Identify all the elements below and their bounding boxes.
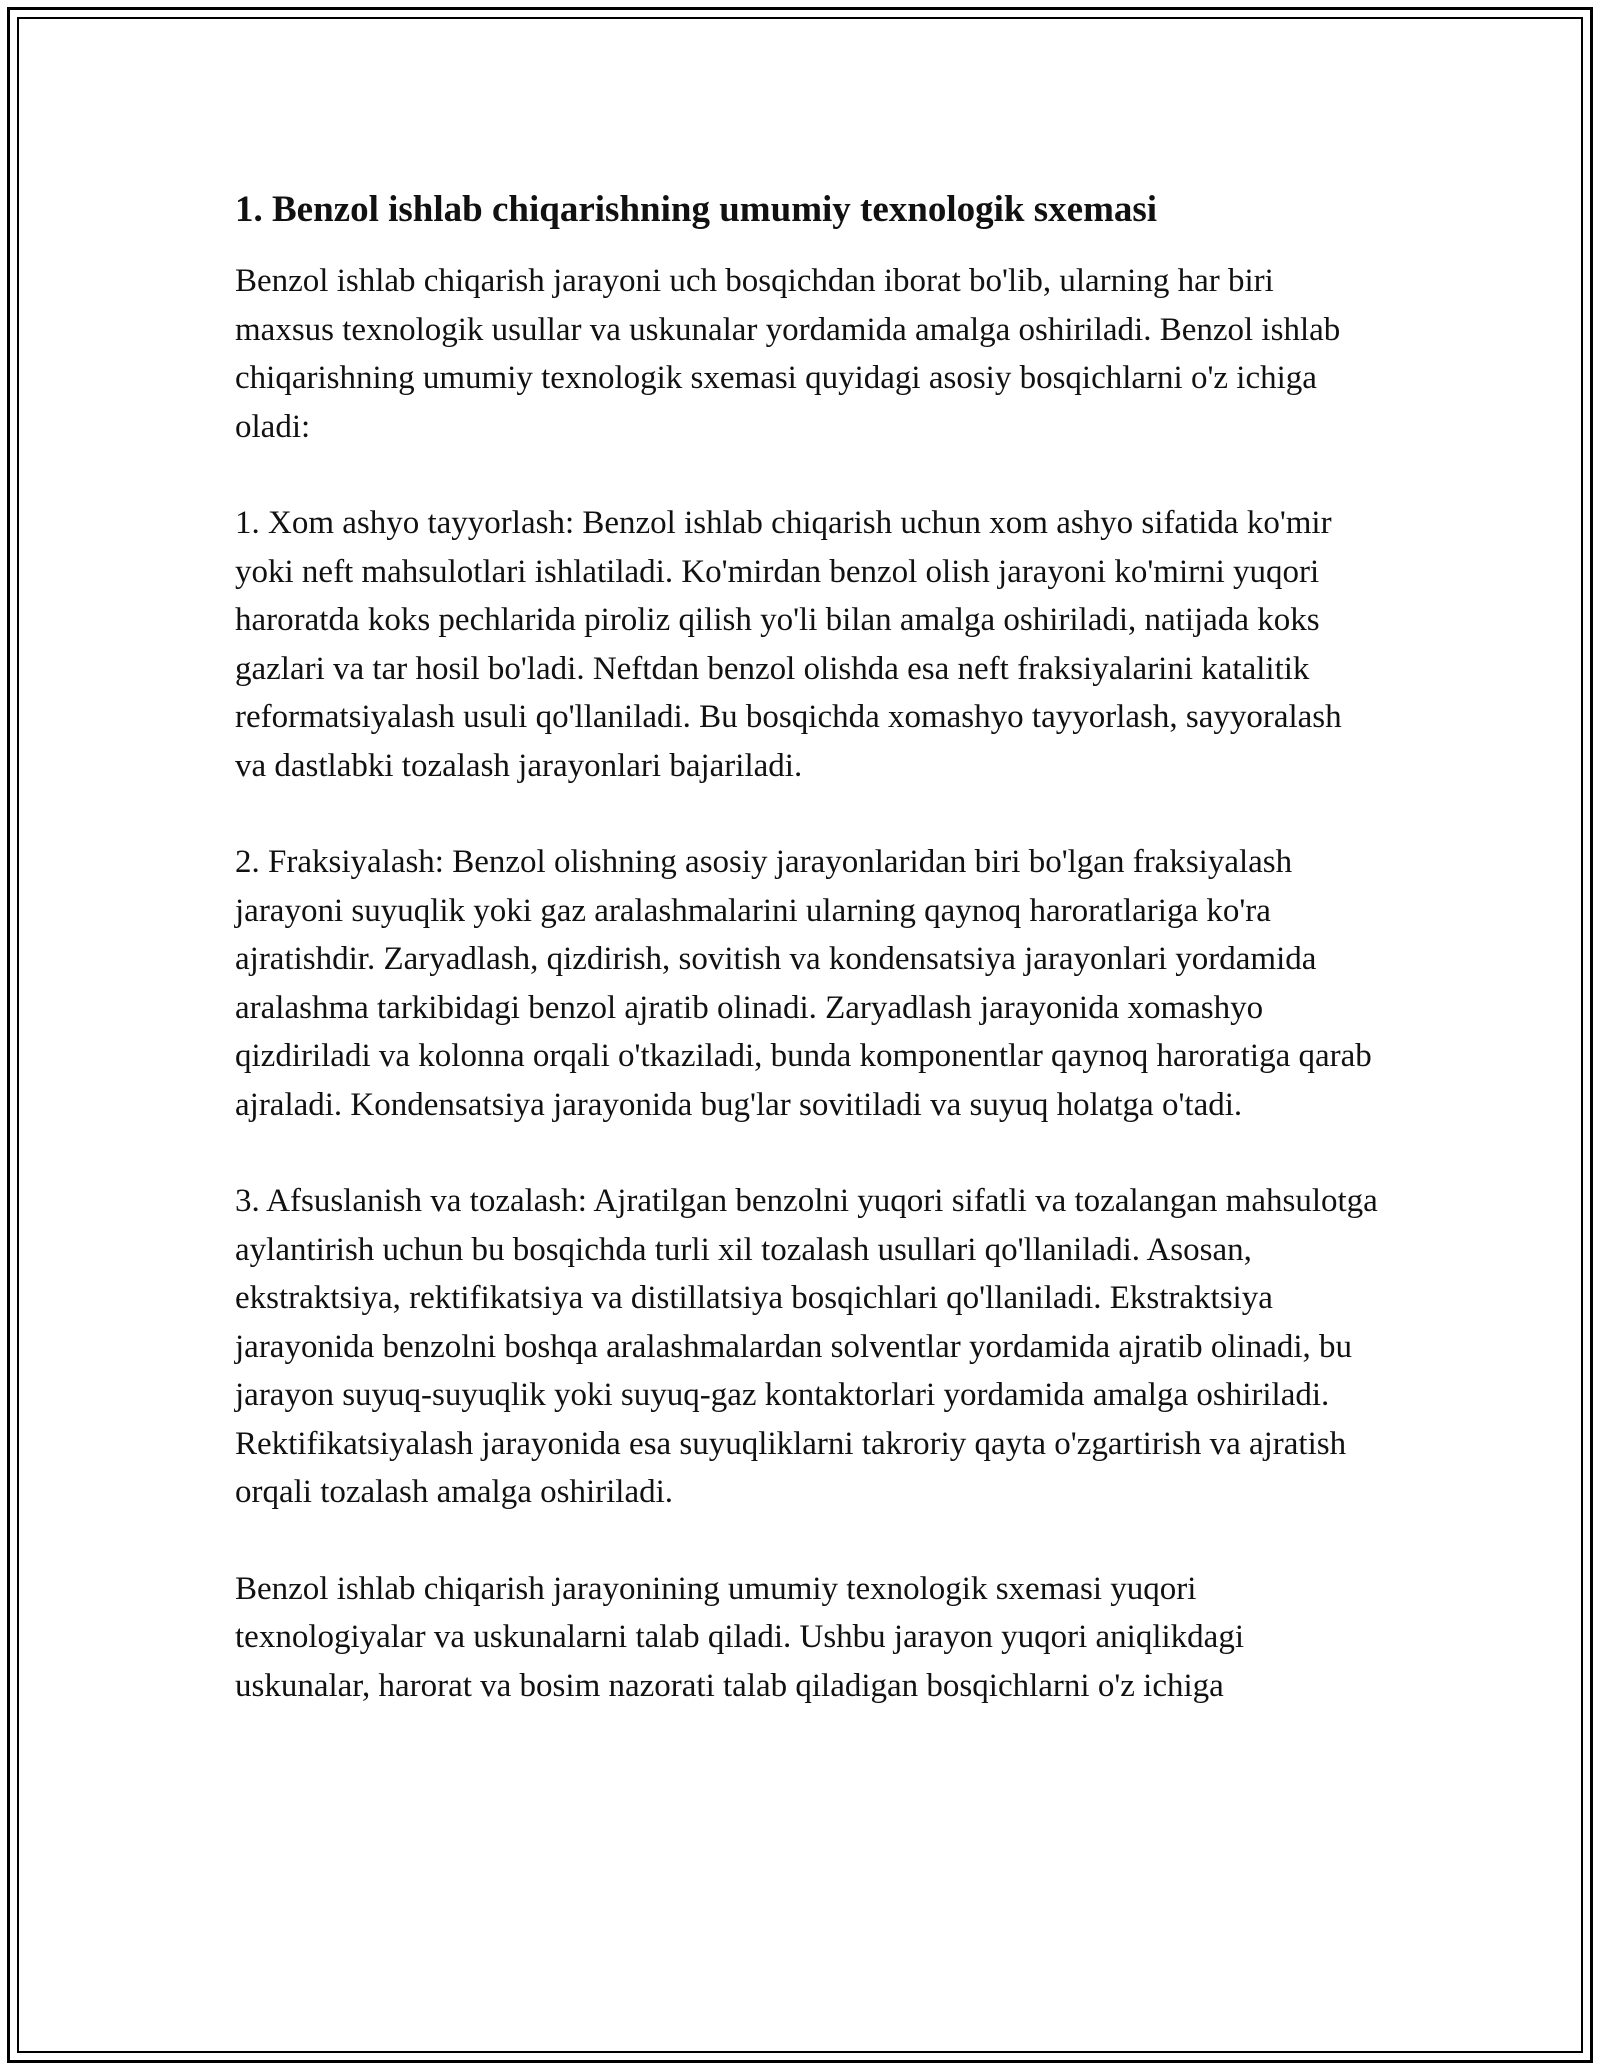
paragraph-intro: Benzol ishlab chiqarish jarayoni uch bosqichdan iborat bo'lib, ularning har biri maxsus texnologik usullar va uskunalar yordamida amalga oshiriladi. Benzol ishlab chiqarishning umumiy texnologik sxemasi quyidagi asosiy bosqichlarni o'z ichiga oladi: — [235, 263, 1341, 445]
paragraph-fractionation: 2. Fraksiyalash: Benzol olishning asosiy jarayonlaridan biri bo'lgan fraksiyalash jarayoni suyuqlik yoki gaz aralashmalarini ularning qaynoq haroratlariga ko'ra ajratishdir. Zaryadlash, qizdirish, sovitish va kondensatsiya jarayonlari yordamida aralashma tarkibidagi benzol ajratib olinadi. Zaryadlash jarayonida xomashyo qizdiriladi va kolonna orqali o'tkaziladi, bunda komponentlar qaynoq haroratiga qarab ajraladi. Kondensatsiya jarayonida bug'lar sovitiladi va suyuq holatga o'tadi. — [235, 844, 1372, 1123]
section-heading: 1. Benzol ishlab chiqarishning umumiy texnologik sxemasi — [235, 189, 1158, 230]
paragraph-conclusion: Benzol ishlab chiqarish jarayonining umumiy texnologik sxemasi yuqori texnologiyalar va uskunalarni talab qiladi. Ushbu jarayon yuqori aniqlikdagi uskunalar, harorat va bosim nazorati talab qiladigan bosqichlarni o'z ichiga — [235, 1570, 1244, 1704]
document-body — [235, 185, 1380, 1758]
paragraph-raw-material-preparation: 1. Xom ashyo tayyorlash: Benzol ishlab chiqarish uchun xom ashyo sifatida ko'mir yoki neft mahsulotlari ishlatiladi. Ko'mirdan benzol olish jarayoni ko'mirni yuqori haroratda koks pechlarida piroliz qilish yo'li bilan amalga oshiriladi, natijada koks gazlari va tar hosil bo'ladi. Neftdan benzol olishda esa neft fraksiyalarini katalitik reformatsiyalash usuli qo'llaniladi. Bu bosqichda xomashyo tayyorlash, sayyoralash va dastlabki tozalash jarayonlari bajariladi. — [235, 505, 1342, 784]
paragraph-purification: 3. Afsuslanish va tozalash: Ajratilgan benzolni yuqori sifatli va tozalangan mahsulotga aylantirish uchun bu bosqichda turli xil tozalash usullari qo'llaniladi. Asosan, ekstraktsiya, rektifikatsiya va distillatsiya bosqichlari qo'llaniladi. Ekstraktsiya jarayonida benzolni boshqa aralashmalardan solventlar yordamida ajratib olinadi, bu jarayon suyuq-suyuqlik yoki suyuq-gaz kontaktorlari yordamida amalga oshiriladi. Rektifikatsiyalash jarayonida esa suyuqliklarni takroriy qayta o'zgartirish va ajratish orqali tozalash amalga oshiriladi. — [235, 1183, 1378, 1510]
